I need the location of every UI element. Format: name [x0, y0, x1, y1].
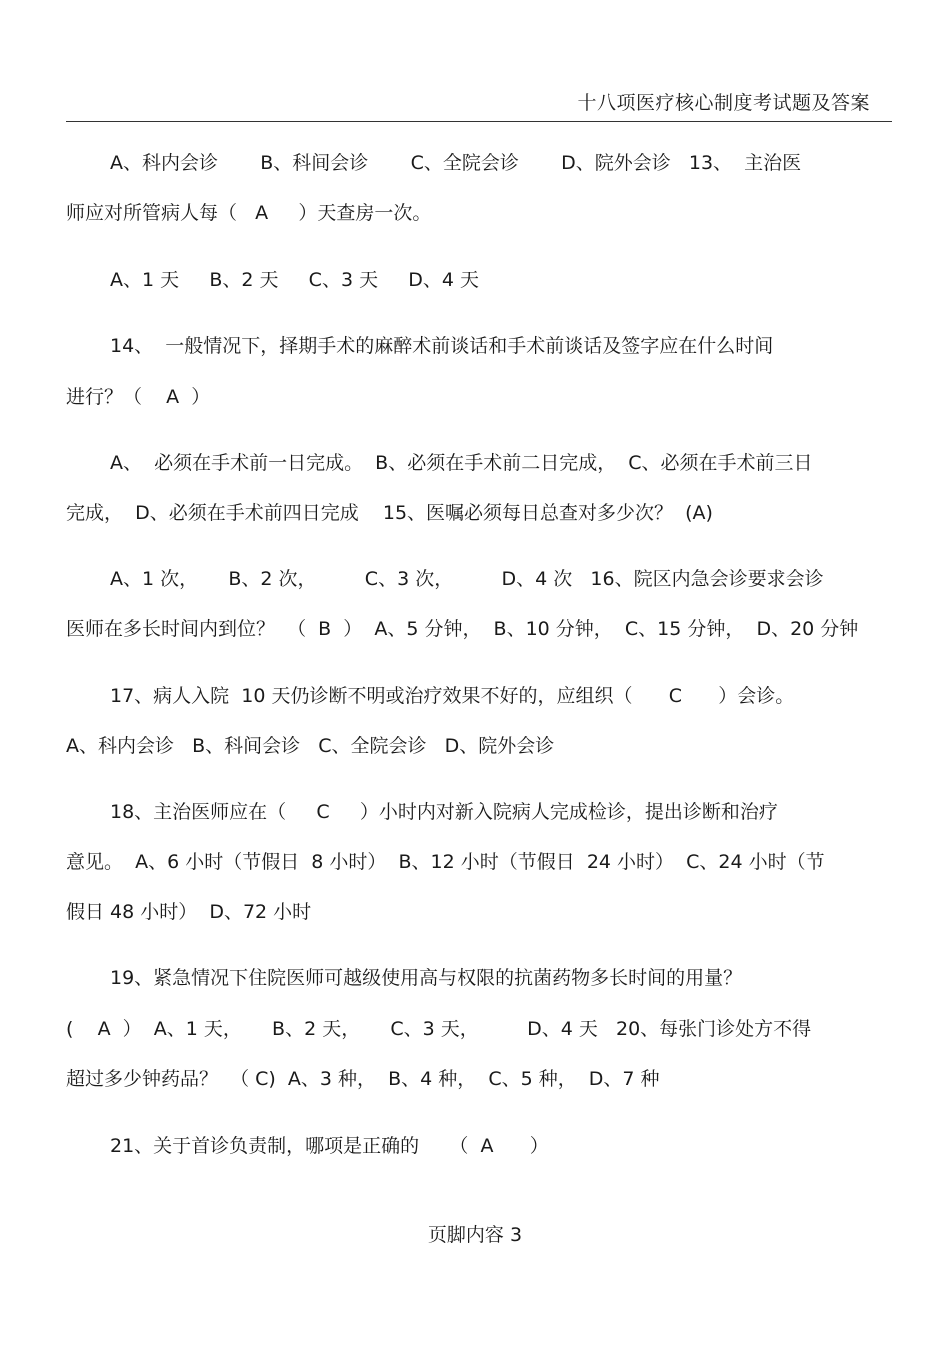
text-line: A、1 天 B、2 天 C、3 天 D、4 天: [110, 269, 480, 291]
text-line: 19、紧急情况下住院医师可越级使用高与权限的抗菌药物多长时间的用量？: [110, 967, 743, 989]
text-line: 进行？（ A ）: [66, 386, 211, 408]
text-line: 意见。 A、6 小时（节假日 8 小时） B、12 小时（节假日 24 小时） C、24 小时（节: [66, 851, 825, 873]
text-line: 医师在多长时间内到位？ （ B ） A、5 分钟， B、10 分钟， C、15 分钟， D、20 分钟: [66, 618, 859, 640]
text-line: ( A ） A、1 天， B、2 天， C、3 天， D、4 天 20、每张门诊处方不得: [66, 1018, 812, 1040]
text-line: A、科内会诊 B、科间会诊 C、全院会诊 D、院外会诊 13、 主治医: [110, 152, 802, 174]
text-line: A、 必须在手术前一日完成。 B、必须在手术前二日完成， C、必须在手术前三日: [110, 452, 813, 474]
header-rule: [66, 121, 892, 122]
text-line: 18、主治医师应在（ C ）小时内对新入院病人完成检诊，提出诊断和治疗: [110, 801, 778, 823]
text-line: 14、 一般情况下，择期手术的麻醉术前谈话和手术前谈话及签字应在什么时间: [110, 335, 774, 357]
text-line: 师应对所管病人每（ A ）天查房一次。: [66, 202, 432, 224]
page-footer: 页脚内容 3: [427, 1224, 523, 1246]
text-line: 超过多少钟药品？ （ C) A、3 种， B、4 种， C、5 种， D、7 种: [66, 1068, 660, 1090]
text-line: 21、关于首诊负责制，哪项是正确的 （ A ）: [110, 1135, 549, 1157]
text-line: 假日 48 小时） D、72 小时: [66, 901, 312, 923]
text-line: A、1 次， B、2 次， C、3 次， D、4 次 16、院区内急会诊要求会诊: [110, 568, 824, 590]
text-line: A、科内会诊 B、科间会诊 C、全院会诊 D、院外会诊: [66, 735, 555, 757]
text-line: 完成， D、必须在手术前四日完成 15、医嘱必须每日总查对多少次？ (A): [66, 502, 713, 524]
page-header-title: 十八项医疗核心制度考试题及答案: [577, 92, 870, 114]
text-line: 17、病人入院 10 天仍诊断不明或治疗效果不好的，应组织（ C ）会诊。: [110, 685, 795, 707]
